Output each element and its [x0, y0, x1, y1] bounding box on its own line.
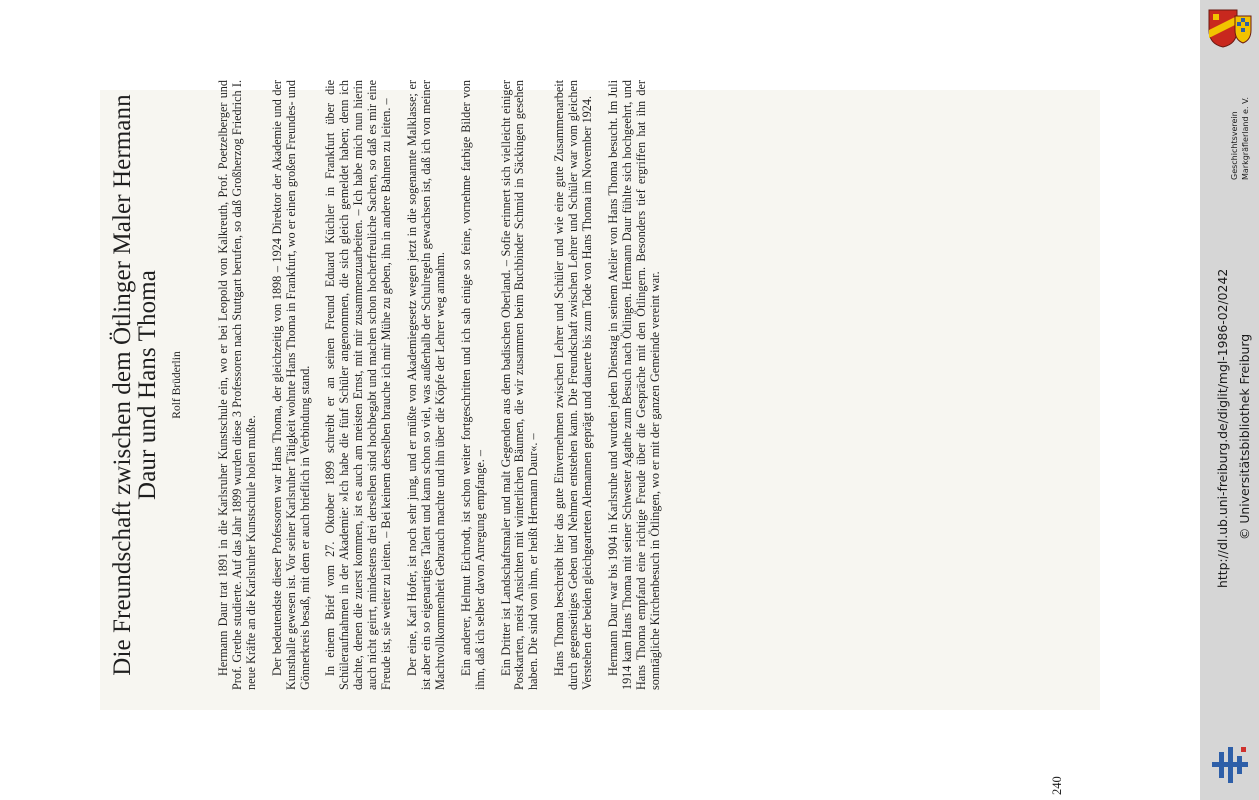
- rotated-page: [100, 0, 1140, 800]
- paragraph: Der eine, Karl Hofer, ist noch sehr jung, und er müßte von Akademiegesetz wegen jetzt in die sogenannte Malklasse; er ist aber ein so eigenartiges Talent und kann schon so viel, was außerhalb der Schulregeln gewachsen ist, daß ich von meiner Machtvollkommenheit Gebrauch machte und ihn über die Köpfe der Lehrer weg annahm.: [404, 80, 447, 690]
- paragraph: Der bedeutendste dieser Professoren war Hans Thoma, der gleichzeitig von 1898 – 1924 Direktor der Akademie und der Kunsthalle gewesen ist. Vor seiner Karlsruher Tätigkeit wohnte Hans Thoma in Frankfurt, wo er einen großen Freundes- und Gönnerkreis besaß, mit dem er auch brieflich in Verbindung stand.: [269, 80, 312, 690]
- paragraph: In einem Brief vom 27. Oktober 1899 schreibt er an seinen Freund Eduard Küchler in Frankfurt über die Schüleraufnahmen in der Akademie: »Ich habe die fünf Schüler angenommen, die sich gleich gemeldet haben; denn ich dachte, denen die zuerst kommen, ist es auch am meisten Ernst, mit mir zusammenzuarbeiten. – Ich habe mich nun hierin auch nicht geirrt, mindestens drei derselben sind hochbegabt und machen schon hocherfreuliche Sachen, so daß es mir eine Freude ist, sie weiter zu leiten. – Bei keinem derselben brauche ich mir Mühe zu geben, ihn in andere Bahnen zu leiten. –: [323, 80, 394, 690]
- permalink-url[interactable]: http://dl.ub.uni-freiburg.de/diglit/mgl-1986-02/0242: [1215, 268, 1230, 588]
- paragraph: Hans Thoma beschreibt hier das gute Einvernehmen zwischen Lehrer und Schüler und wie eine gute Zusammenarbeit durch gegenseitiges Geben und Nehmen entstehen kann. Die Freundschaft zwischen Lehrer und Schüler war vom gleichen Verstehen der beiden gleichgearteten Alemannen geprägt und dauerte bis zum Tode von Hans Thoma im November 1924.: [552, 80, 595, 690]
- coat-of-arms-icon: [1207, 8, 1253, 48]
- copyright-notice: © Universitätsbibliothek Freiburg: [1237, 333, 1252, 540]
- university-library-logo-icon: [1210, 745, 1250, 785]
- article-title: Die Freundschaft zwischen dem Ötlinger Maler Hermann Daur und Hans Thoma: [109, 94, 161, 676]
- page-content: [110, 80, 675, 690]
- org-name-line1: Geschichtsverein: [1230, 111, 1239, 180]
- paragraph: Ein Dritter ist Landschaftsmaler und malt Gegenden aus dem badischen Oberland. – Sofie erinnert sich vielleicht einiger Postkarten, meist Ansichten mit winterlichen Bäumen, die wir zusammen beim Buchbinder Schmid in Säckingen gesehen haben. Die sind von ihm, er heißt Hermann Daur«. –: [498, 80, 541, 690]
- paragraph: Hermann Daur trat 1891 in die Karlsruher Kunstschule ein, wo er bei Leopold von Kalkreuth, Prof. Poetzelberger und Prof. Grethe studierte. Auf das Jahr 1899 wurden diese 3 Professoren nach Stuttgart berufen, so daß Großherzog Friedrich I. neue Kräfte an die Karlsruher Kunstschule holen mußte.: [216, 80, 258, 690]
- page-number: 240: [1050, 776, 1064, 795]
- article-author: Rolf Brüderlin: [171, 351, 183, 419]
- org-name-line2: Markgräflerland e. V.: [1241, 96, 1250, 180]
- paragraph: Hermann Daur war bis 1904 in Karlsruhe und wurden jeden Dienstag in seinem Atelier von Hans Thoma besucht. Im Juli 1914 kam Hans Thoma mit seiner Schwester Agathe zum Besuch nach Ötlingen. Hermann Daur fühlte sich hochgeehrt, und Hans Thoma empfand eine richtige Freude über die Gespräche mit den Ötlingern. Besonders tief ergriffen hat ihn der sonntägliche Kirchenbesuch in Ötlingen, wo er mit der ganzen Gemeinde vereint war.: [605, 80, 662, 690]
- paragraph: Ein anderer, Helmut Eichrodt, ist schon weiter fortgeschritten und ich sah einige so feine, vornehme farbige Bilder von ihm, daß ich selber davon Anregung empfange. –: [458, 80, 487, 690]
